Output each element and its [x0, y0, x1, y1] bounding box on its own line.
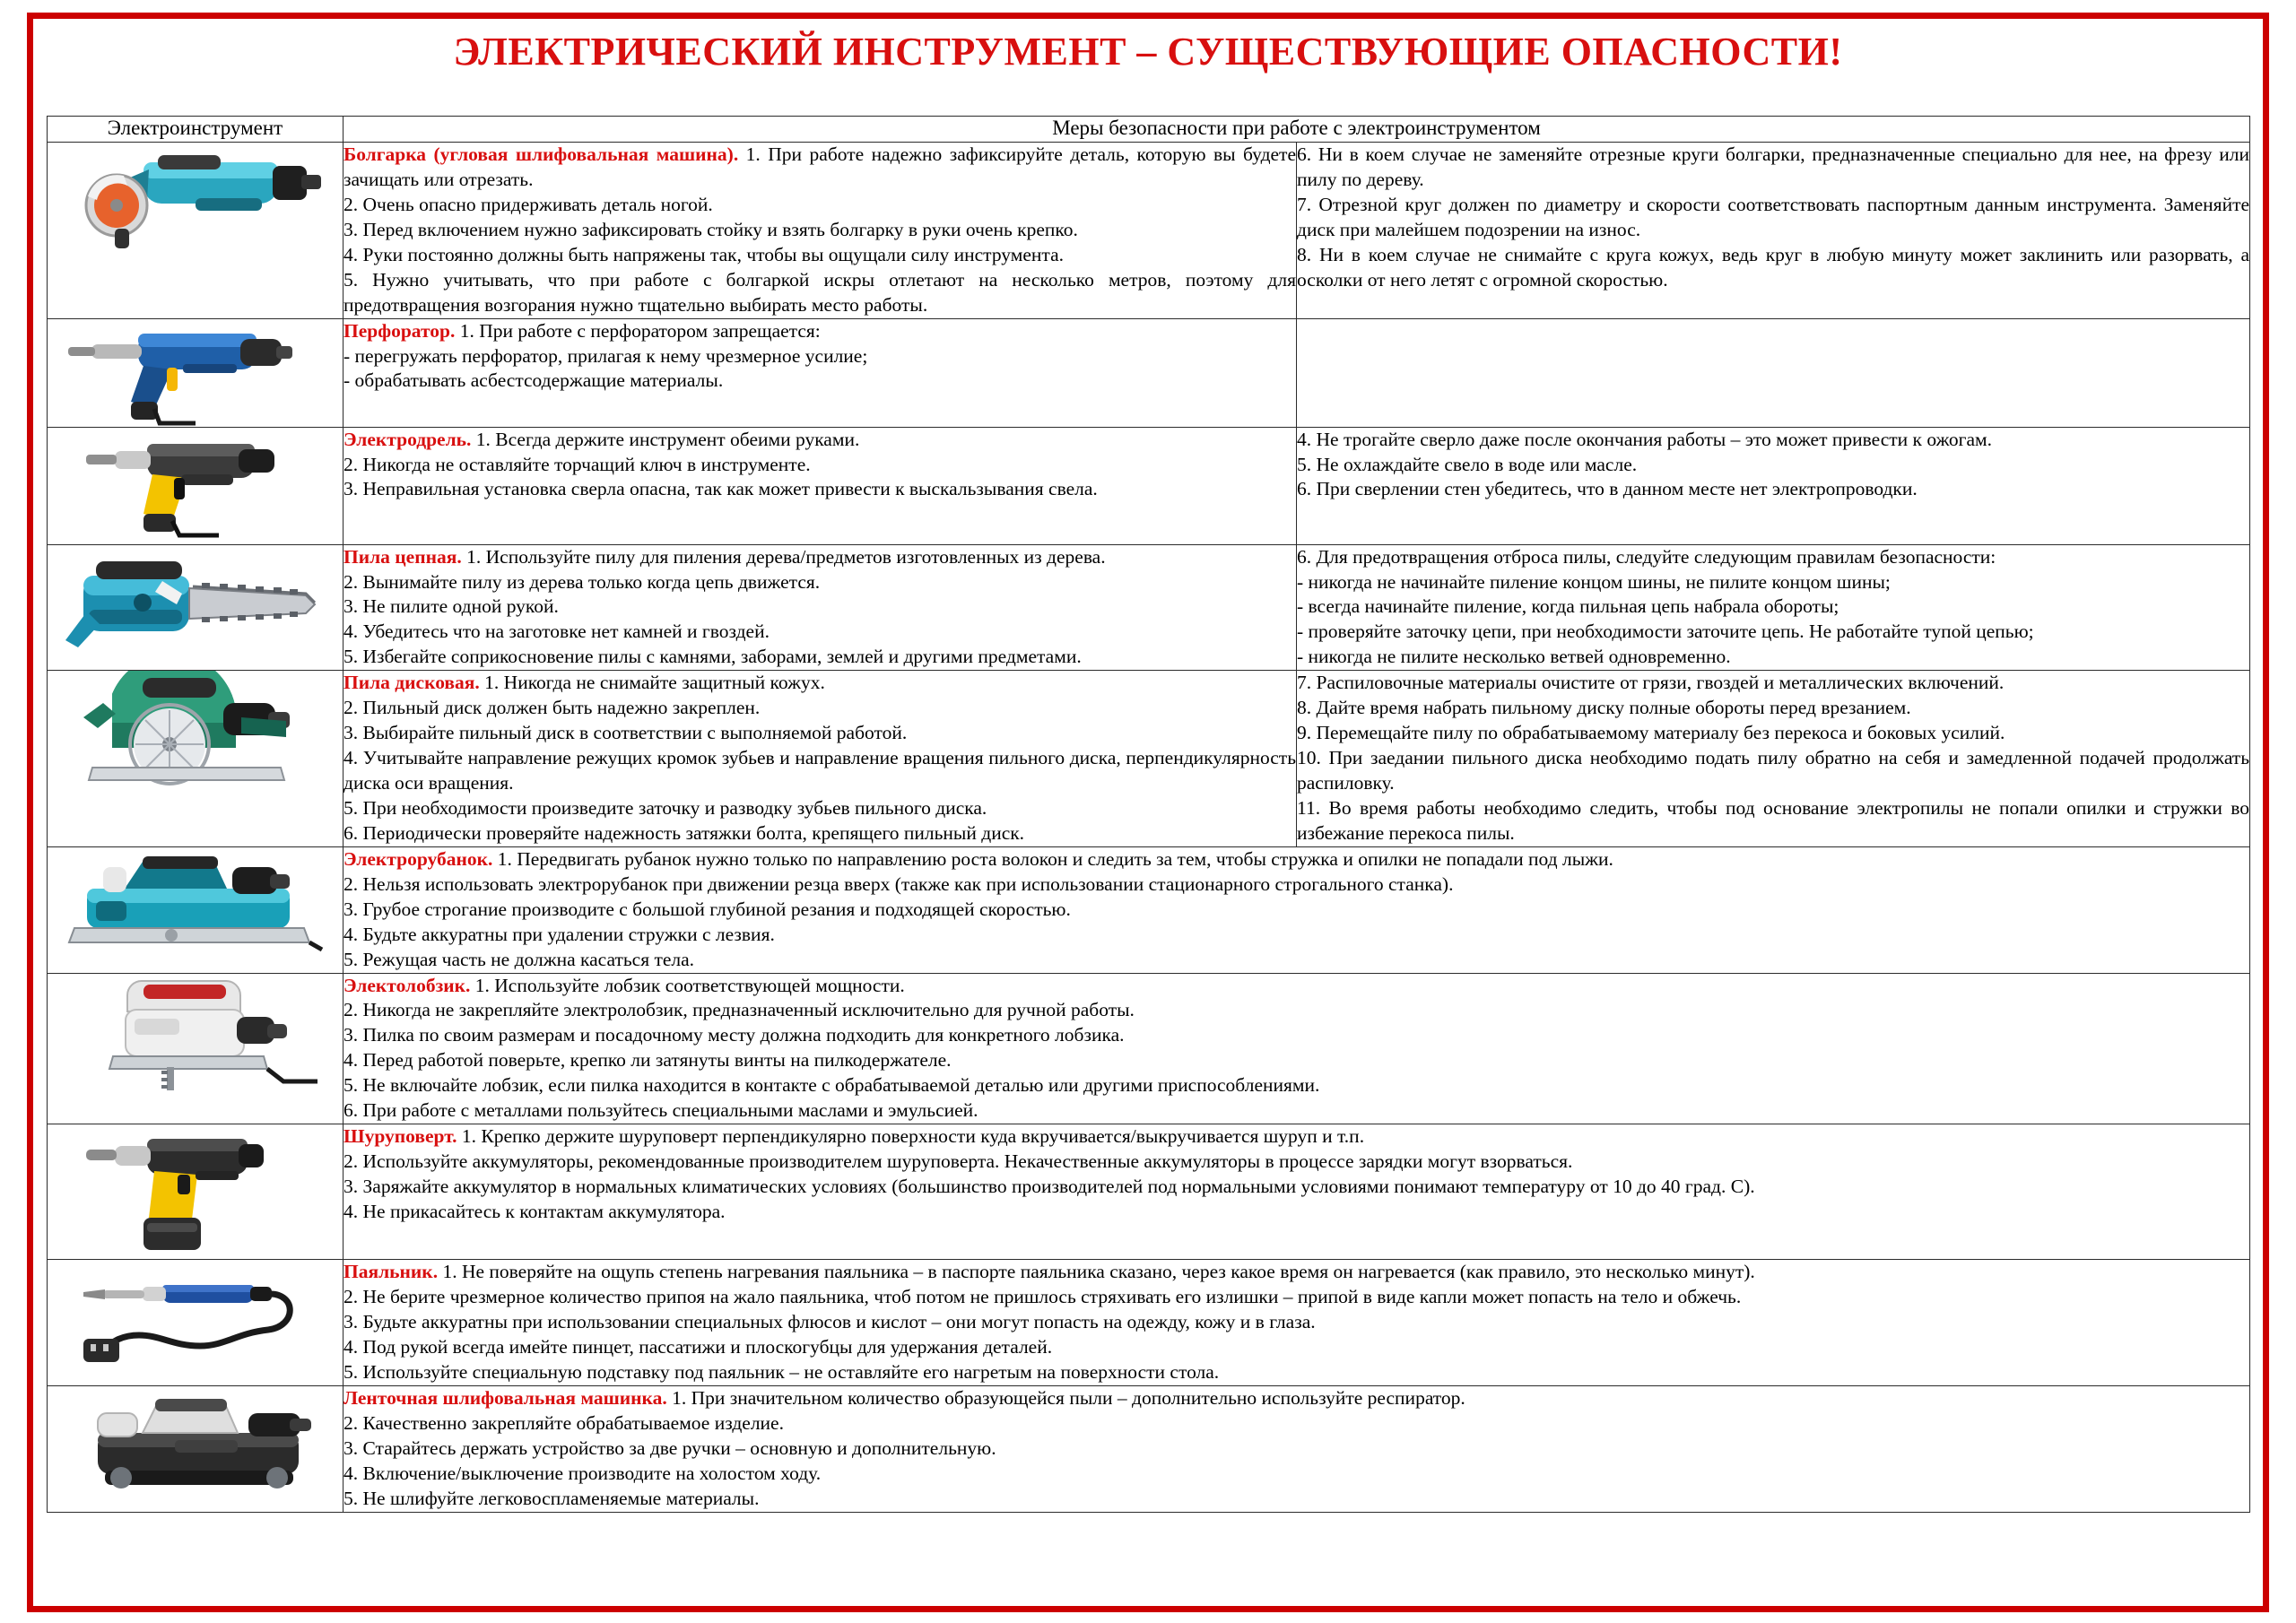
safety-measure-line: Перфоратор. 1. При работе с перфоратором запрещается: — [344, 319, 821, 342]
header-tool: Электроинструмент — [48, 117, 344, 143]
tool-image-cell — [48, 846, 344, 973]
safety-measure-line: 2. Никогда не оставляйте торчащий ключ в инструменте. — [344, 453, 811, 475]
safety-measure-line: 3. Неправильная установка сверла опасна, так как может привести к выскальзывания свела. — [344, 478, 1098, 500]
rotary-hammer-icon — [61, 319, 330, 427]
safety-measure-line: 3. Будьте аккуратны при использовании специальных флюсов и кислот – они могут попасть на одежду, кожу и в глаза. — [344, 1311, 1316, 1332]
safety-measure-line: 2. Очень опасно придерживать деталь ногой. — [344, 193, 713, 215]
table-row — [48, 427, 2250, 544]
safety-measure-line: 4. Не трогайте сверло даже после окончания работы – это может привести к ожогам. — [1297, 428, 1992, 450]
safety-measure-line: 4. Учитывайте направление режущих кромок зубьев и направление вращения пильного диска, перпендикулярность диска оси вращения. — [344, 747, 1296, 794]
table-row — [48, 1124, 2250, 1260]
table-row — [48, 846, 2250, 973]
safety-measure-line: 3. Не пилите одной рукой. — [344, 595, 559, 618]
tool-image-cell — [48, 427, 344, 544]
safety-measure-line: 3. Пилка по своим размерам и посадочному месту должна подходить для конкретного лобзика. — [344, 1024, 1125, 1046]
safety-measure-line: 8. Дайте время набрать пильному диску полные обороты перед врезанием. — [1297, 697, 1911, 719]
tool-image-cell — [48, 1124, 344, 1260]
safety-measures-cell — [1297, 143, 2250, 319]
tool-image-cell — [48, 143, 344, 319]
table-row — [48, 318, 2250, 427]
tool-image-cell — [48, 544, 344, 671]
safety-measure-line: Электолобзик. 1. Используйте лобзик соответствующей мощности. — [344, 974, 905, 996]
safety-measures-cell — [1297, 427, 2250, 544]
safety-measure-line: 2. Нельзя использовать электрорубанок при движении резца вверх (также как при использовании стационарного строгального станка). — [344, 872, 1454, 895]
safety-measure-line: 5. Нужно учитывать, что при работе с болгаркой искры отлетают на несколько метров, поэтому для предотвращения возгорания нужно тщательно выбирать место работы. — [344, 268, 1296, 316]
safety-measures-cell — [344, 1260, 2250, 1386]
table-row — [48, 544, 2250, 671]
safety-measure-line: 4. Под рукой всегда имейте пинцет, пассатижи и плоскогубцы для удержания деталей. — [344, 1335, 1053, 1358]
safety-table — [47, 116, 2250, 1513]
tool-name-label: Электродрель. — [344, 428, 476, 450]
safety-measure-line: Болгарка (угловая шлифовальная машина). 1. При работе надежно зафиксируйте деталь, которую вы будете зачищать или отрезать. — [344, 143, 1296, 190]
tool-image-cell — [48, 973, 344, 1124]
safety-measure-line: 3. Выбирайте пильный диск в соответствии с выполняемой работой. — [344, 722, 908, 744]
tool-image-cell — [48, 671, 344, 847]
safety-measures-cell — [344, 846, 2250, 973]
safety-measure-line: 2. Вынимайте пилу из дерева только когда цепь движется. — [344, 570, 821, 593]
safety-measures-cell — [344, 318, 1297, 427]
safety-measures-cell — [344, 143, 1297, 319]
tool-name-label: Паяльник. — [344, 1261, 443, 1283]
safety-measure-line: - обрабатывать асбестсодержащие материалы. — [344, 369, 724, 392]
safety-measure-line: 5. Не охлаждайте свело в воде или масле. — [1297, 453, 1638, 475]
safety-measure-line: 5. Не шлифуйте легковоспламеняемые материалы. — [344, 1487, 760, 1509]
safety-measure-line: Ленточная шлифовальная машинка. 1. При значительном количество образующейся пыли – дополнительно используйте респиратор. — [344, 1386, 1465, 1409]
safety-measure-line: Паяльник. 1. Не поверяйте на ощупь степень нагревания паяльника – в паспорте паяльника сказано, через какое время он нагревается (как правило, это несколько минут). — [344, 1261, 1755, 1283]
table-row — [48, 1260, 2250, 1386]
safety-measures-cell — [1297, 671, 2250, 847]
safety-measure-line: 5. Не включайте лобзик, если пилка находится в контакте с обрабатываемой деталью или другими приспособлениями. — [344, 1074, 1320, 1097]
safety-measure-line: 5. Избегайте соприкосновение пилы с камнями, заборами, землей и другими предметами. — [344, 646, 1082, 668]
safety-measure-line: 4. Руки постоянно должны быть напряжены так, чтобы вы ощущали силу инструмента. — [344, 243, 1065, 265]
safety-measure-line: 2. Качественно закрепляйте обрабатываемое изделие. — [344, 1411, 784, 1434]
safety-measure-line: 7. Распиловочные материалы очистите от грязи, гвоздей и металлических включений. — [1297, 672, 2005, 694]
tool-name-label: Пила дисковая. — [344, 672, 485, 694]
safety-measure-line: 3. Заряжайте аккумулятор в нормальных климатических условиях (большинство производителей под нормальными условиями понимают температуру от 10 до 40 град. С). — [344, 1176, 1755, 1197]
safety-measures-cell — [344, 671, 1297, 847]
safety-measure-line: 2. Пильный диск должен быть надежно закреплен. — [344, 697, 761, 719]
soldering-iron-icon — [57, 1260, 335, 1367]
tool-name-label: Пила цепная. — [344, 545, 467, 568]
safety-measure-line: 5. Режущая часть не должна касаться тела. — [344, 948, 695, 970]
safety-measure-line: 4. Убедитесь что на заготовке нет камней и гвоздей. — [344, 621, 770, 643]
safety-measure-line: 2. Используйте аккумуляторы, рекомендованные производителем шуруповерта. Некачественные аккумуляторы в процессе зарядки могут взорваться. — [344, 1150, 1573, 1173]
angle-grinder-icon — [61, 143, 330, 259]
tool-name-label: Электрорубанок. — [344, 847, 498, 870]
safety-measure-line: Шуруповерт. 1. Крепко держите шуруповерт перпендикулярно поверхности куда вкручивается/выкручивается шуруп и т.п. — [344, 1125, 1365, 1148]
table-row — [48, 973, 2250, 1124]
safety-measure-line: - проверяйте заточку цепи, при необходимости заточите цепь. Не работайте тупой цепью; — [1297, 621, 2034, 643]
safety-table-wrapper — [47, 116, 2249, 1513]
safety-measure-line: 6. При сверлении стен убедитесь, что в данном месте нет электропроводки. — [1297, 478, 1918, 500]
safety-measure-line: 8. Ни в коем случае не снимайте с круга кожух, ведь круг в любую минуту может заклинить или разорвать, а осколки от него летят с огромной скоростью. — [1297, 243, 2250, 291]
cordless-screwdriver-icon — [61, 1124, 330, 1259]
safety-measure-line: 5. Используйте специальную подставку под паяльник – не оставляйте его нагретым на поверхности стола. — [344, 1360, 1220, 1383]
safety-measure-line: 3. Перед включением нужно зафиксировать стойку и взять болгарку в руки очень крепко. — [344, 218, 1078, 240]
circular-saw-icon — [57, 671, 335, 796]
tool-image-cell — [48, 1385, 344, 1512]
safety-measure-line: Электрорубанок. 1. Передвигать рубанок нужно только по направлению роста волокон и следить за тем, чтобы стружка и опилки не попадали под лыжи. — [344, 847, 1613, 870]
safety-measure-line: 7. Отрезной круг должен по диаметру и скорости соответствовать паспортным данным инструмента. Заменяйте диск при малейшем подозрении на износ. — [1297, 193, 2250, 240]
safety-measure-line: 6. Ни в коем случае не заменяйте отрезные круги болгарки, предназначенные специально для нее, на фрезу или пилу по дереву. — [1297, 143, 2250, 190]
electric-drill-icon — [61, 428, 330, 544]
safety-measure-line: 4. Включение/выключение производите на холостом ходу. — [344, 1462, 822, 1484]
safety-measures-cell — [1297, 544, 2250, 671]
safety-measure-line: 3. Грубое строгание производите с большой глубиной резания и подходящей скоростью. — [344, 898, 1071, 920]
page-title: ЭЛЕКТРИЧЕСКИЙ ИНСТРУМЕНТ – СУЩЕСТВУЮЩИЕ ОПАСНОСТИ! — [453, 30, 1843, 74]
tool-name-label: Ленточная шлифовальная машинка. — [344, 1386, 673, 1409]
header-measures: Меры безопасности при работе с электроинструментом — [344, 117, 2250, 143]
safety-measures-cell — [344, 544, 1297, 671]
safety-measure-line: 4. Будьте аккуратны при удалении стружки с лезвия. — [344, 923, 775, 945]
safety-measure-line: 5. При необходимости произведите заточку и разводку зубьев пильного диска. — [344, 796, 987, 819]
chain-saw-icon — [57, 545, 335, 662]
safety-measure-line: 6. При работе с металлами пользуйтесь специальными маслами и эмульсией. — [344, 1099, 978, 1122]
safety-measures-cell — [344, 1385, 2250, 1512]
table-row — [48, 143, 2250, 319]
safety-measure-line: 9. Перемещайте пилу по обрабатываемому материалу без перекоса и боковых усилий. — [1297, 722, 2005, 744]
table-row — [48, 1385, 2250, 1512]
jigsaw-icon — [61, 974, 330, 1095]
tool-name-label: Шуруповерт. — [344, 1125, 462, 1148]
safety-measure-line: - никогда не начинайте пиление концом шины, не пилите концом шины; — [1297, 570, 1891, 593]
tool-name-label: Электолобзик. — [344, 974, 475, 996]
safety-measure-line: 4. Не прикасайтесь к контактам аккумулятора. — [344, 1200, 726, 1222]
tool-image-cell — [48, 318, 344, 427]
safety-measures-cell — [344, 427, 1297, 544]
safety-measure-line: - никогда не пилите несколько ветвей одновременно. — [1297, 646, 1731, 668]
safety-measure-line: 2. Никогда не закрепляйте электролобзик, предназначенный исключительно для ручной работы. — [344, 999, 1135, 1021]
table-header-row — [48, 117, 2250, 143]
safety-measure-line: Пила цепная. 1. Используйте пилу для пиления дерева/предметов изготовленных из дерева. — [344, 545, 1106, 568]
table-row — [48, 671, 2250, 847]
safety-measure-line: 3. Старайтесь держать устройство за две ручки – основную и дополнительную. — [344, 1436, 996, 1459]
safety-measure-line: Электродрель. 1. Всегда держите инструмент обеими руками. — [344, 428, 860, 450]
safety-measure-line: 10. При заедании пильного диска необходимо подать пилу обратно на себя и замедленной подачей продолжать распиловку. — [1297, 747, 2250, 794]
safety-measure-line: 4. Перед работой поверьте, крепко ли затянуты винты на пилкодержателе. — [344, 1049, 952, 1072]
safety-table-body — [48, 143, 2250, 1513]
tool-name-label: Болгарка (угловая шлифовальная машина). — [344, 143, 746, 165]
safety-measure-line: Пила дисковая. 1. Никогда не снимайте защитный кожух. — [344, 672, 825, 694]
safety-measures-cell — [344, 973, 2250, 1124]
safety-measure-line: 2. Не берите чрезмерное количество припоя на жало паяльника, чтоб потом не пришлось стряхивать его излишки – припой в виде капли может попасть на тело и обжечь. — [344, 1286, 1742, 1308]
safety-measure-line: - всегда начинайте пиление, когда пильная цепь набрала обороты; — [1297, 595, 1839, 618]
safety-measures-cell — [1297, 318, 2250, 427]
safety-measure-line: 6. Периодически проверяйте надежность затяжки болта, крепящего пильный диск. — [344, 821, 1025, 844]
tool-image-cell — [48, 1260, 344, 1386]
belt-sander-icon — [57, 1386, 335, 1503]
safety-measure-line: 6. Для предотвращения отброса пилы, следуйте следующим правилам безопасности: — [1297, 545, 1996, 568]
safety-measure-line: 11. Во время работы необходимо следить, чтобы под основание электропилы не попали опилки и стружки во избежание перекоса пилы. — [1297, 796, 2250, 844]
tool-name-label: Перфоратор. — [344, 319, 460, 342]
safety-measures-cell — [344, 1124, 2250, 1260]
electric-planer-icon — [57, 847, 335, 959]
safety-measure-line: - перегружать перфоратор, прилагая к нему чрезмерное усилие; — [344, 344, 868, 367]
